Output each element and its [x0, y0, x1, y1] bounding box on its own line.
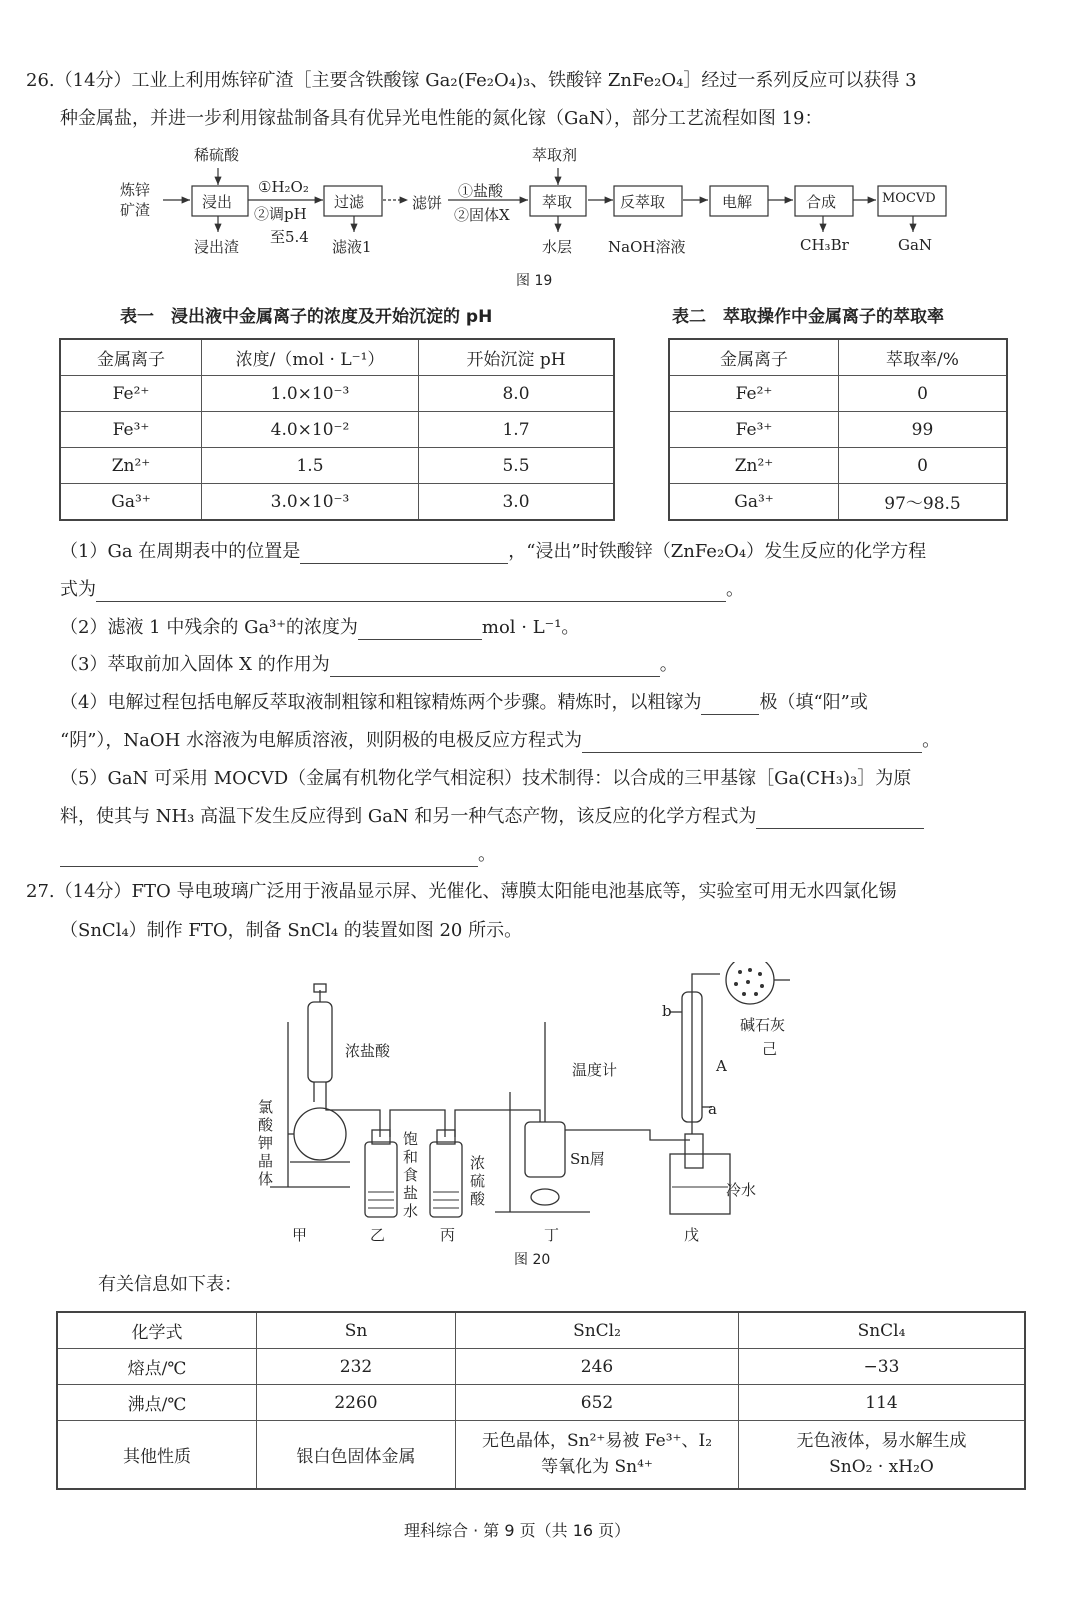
- t1-h2: 开始沉淀 pH: [419, 339, 615, 376]
- table-row: [60, 448, 614, 484]
- flow-residue: 浸出渣: [194, 238, 240, 256]
- t1-ph: 5.5: [419, 448, 615, 484]
- label-h2so4: 浓硫酸: [470, 1154, 486, 1208]
- flow-ch3br: CH₃Br: [800, 236, 849, 254]
- flow-step1c: 至5.4: [270, 228, 309, 246]
- t2-rate: 0: [839, 376, 1008, 412]
- q26-sub5-line: [60, 836, 1030, 874]
- table-row: [57, 1421, 1025, 1489]
- table-row: [669, 484, 1007, 521]
- t3-h3: SnCl₄: [739, 1312, 1026, 1349]
- flow-mocvd: MOCVD: [882, 191, 936, 206]
- answer-blank[interactable]: [330, 654, 660, 677]
- table1-header: [60, 339, 614, 376]
- label-bing: 丙: [440, 1226, 456, 1244]
- t1-ion: Ga³⁺: [60, 484, 202, 521]
- table-row: [669, 376, 1007, 412]
- t3-cell: 熔点/℃: [57, 1349, 257, 1385]
- q26-sub2: [60, 609, 1030, 647]
- flow-start: 炼锌矿渣: [120, 181, 151, 219]
- t3-cell: 沸点/℃: [57, 1385, 257, 1421]
- flow-acid: 稀硫酸: [194, 146, 240, 164]
- flow-electrolysis: 电解: [722, 193, 753, 211]
- period: 。: [922, 730, 941, 751]
- page-footer: 理科综合 · 第 9 页（共 16 页）: [404, 1521, 631, 1540]
- t3-cell: 2260: [257, 1385, 456, 1421]
- label-hcl: 浓盐酸: [345, 1042, 391, 1060]
- table3: [56, 1311, 1026, 1490]
- label-soda-lime: 碱石灰: [740, 1016, 786, 1034]
- info-intro: 有关信息如下表：: [98, 1274, 242, 1295]
- t3-cell: 无色液体，易水解生成 SnO₂ · xH₂O: [739, 1421, 1026, 1489]
- label-A: A: [716, 1057, 727, 1075]
- t3-cell: 246: [456, 1349, 739, 1385]
- t1-conc: 4.0×10⁻²: [202, 412, 419, 448]
- t1-conc: 3.0×10⁻³: [202, 484, 419, 521]
- sub1-text-a: （1）Ga 在周期表中的位置是: [60, 541, 301, 562]
- sub5-text-b: 料，使其与 NH₃ 高温下发生反应得到 GaN 和另一种气态产物，该反应的化学方程式为: [60, 806, 757, 827]
- t1-ion: Fe³⁺: [60, 412, 202, 448]
- q27-line1: 27.（14分）FTO 导电玻璃广泛用于液晶显示屏、光催化、薄膜太阳能电池基底等，实验室可用无水四氯化锡: [26, 881, 897, 902]
- flow-extract: 萃取: [542, 193, 573, 211]
- apparatus-drawing: [250, 962, 830, 1252]
- sub2-text-a: （2）滤液 1 中残余的 Ga³⁺的浓度为: [60, 617, 358, 638]
- q26-sub1-cont: [60, 571, 1030, 609]
- flow-extractant: 萃取剂: [532, 146, 578, 164]
- table-row: [60, 412, 614, 448]
- t3-h1: Sn: [257, 1312, 456, 1349]
- t1-conc: 1.5: [202, 448, 419, 484]
- table-row: [57, 1349, 1025, 1385]
- sub1-text-c: 式为: [60, 579, 96, 600]
- table1: [59, 338, 615, 521]
- answer-blank[interactable]: [60, 844, 478, 867]
- flow-step1b: ②调pH: [254, 205, 307, 223]
- label-brine: 饱和食盐水: [403, 1130, 419, 1220]
- q26-sub4-cont: [60, 722, 1030, 760]
- label-yi: 乙: [370, 1226, 386, 1244]
- t3-cell: 其他性质: [57, 1421, 257, 1489]
- period: 。: [659, 654, 678, 675]
- flow-aqueous: 水层: [542, 238, 573, 256]
- label-b: b: [662, 1002, 672, 1020]
- t2-rate: 97～98.5: [839, 484, 1008, 521]
- flow-cake: 滤饼: [412, 194, 443, 212]
- t3-cell: 652: [456, 1385, 739, 1421]
- table-row: [669, 448, 1007, 484]
- sub4-text-c: “阴”），NaOH 水溶液为电解质溶液，则阴极的电极反应方程式为: [60, 730, 583, 751]
- t3-h2: SnCl₂: [456, 1312, 739, 1349]
- q27-line2: （SnCl₄）制作 FTO，制备 SnCl₄ 的装置如图 20 所示。: [60, 920, 523, 941]
- q26-sub3: [60, 646, 1030, 684]
- q26-line2: 种金属盐，并进一步利用镓盐制备具有优异光电性能的氮化镓（GaN），部分工艺流程如图 19：: [60, 108, 823, 129]
- t1-ph: 3.0: [419, 484, 615, 521]
- q26-sub5-cont: [60, 798, 1030, 836]
- flow-leach: 浸出: [202, 193, 233, 211]
- label-kclo3: 氯酸钾晶体: [258, 1098, 274, 1188]
- answer-blank[interactable]: [96, 579, 726, 602]
- q26-sub1: [60, 533, 1030, 571]
- t2-rate: 99: [839, 412, 1008, 448]
- label-a: a: [708, 1100, 717, 1118]
- t3-cell: 银白色固体金属: [257, 1421, 456, 1489]
- flow-step1a: ①H₂O₂: [258, 178, 309, 196]
- t1-ion: Fe²⁺: [60, 376, 202, 412]
- t2-ion: Fe²⁺: [669, 376, 839, 412]
- flow-step2a: ①盐酸: [458, 182, 504, 200]
- apparatus-diagram: [250, 962, 830, 1252]
- answer-blank[interactable]: [701, 692, 759, 715]
- t1-h1: 浓度/（mol · L⁻¹）: [202, 339, 419, 376]
- t2-rate: 0: [839, 448, 1008, 484]
- answer-blank[interactable]: [358, 617, 482, 640]
- sub4-text-b: 极（填“阳”或: [759, 692, 868, 713]
- label-ji: 己: [762, 1040, 778, 1058]
- label-cold-water: 冷水: [726, 1181, 757, 1199]
- flow-gan: GaN: [898, 236, 933, 254]
- period: 。: [478, 844, 496, 865]
- sub4-text-a: （4）电解过程包括电解反萃取液制粗镓和粗镓精炼两个步骤。精炼时，以粗镓为: [60, 692, 702, 713]
- flow-synthesis: 合成: [806, 193, 837, 211]
- table2: [668, 338, 1008, 521]
- flow-filter: 过滤: [334, 193, 365, 211]
- t3-cell: 114: [739, 1385, 1026, 1421]
- table-row: [60, 376, 614, 412]
- q26-line1: 26.（14分）工业上利用炼锌矿渣［主要含铁酸镓 Ga₂(Fe₂O₄)₃、铁酸锌 ZnFe₂O₄］经过一系列反应可以获得 3: [26, 70, 917, 91]
- sub1-text-b: ，“浸出”时铁酸锌（ZnFe₂O₄）发生反应的化学方程: [508, 541, 927, 562]
- t1-ph: 8.0: [419, 376, 615, 412]
- t1-h0: 金属离子: [60, 339, 202, 376]
- t3-h0: 化学式: [57, 1312, 257, 1349]
- t2-ion: Ga³⁺: [669, 484, 839, 521]
- answer-blank[interactable]: [300, 541, 508, 564]
- answer-blank[interactable]: [582, 730, 922, 753]
- fig19-label: 图 19: [516, 273, 553, 289]
- table1-caption: 表一 浸出液中金属离子的浓度及开始沉淀的 pH: [120, 307, 493, 327]
- flow-back-extract: 反萃取: [620, 193, 666, 211]
- label-jia: 甲: [292, 1226, 308, 1244]
- label-thermometer: 温度计: [572, 1061, 618, 1079]
- q26-sub5: （5）GaN 可采用 MOCVD（金属有机物化学气相淀积）技术制得：以合成的三甲基镓［Ga(CH₃)₃］为原: [60, 768, 912, 789]
- t3-cell: 232: [257, 1349, 456, 1385]
- table-row: [60, 484, 614, 521]
- period: 。: [726, 579, 744, 600]
- t2-ion: Zn²⁺: [669, 448, 839, 484]
- t1-ion: Zn²⁺: [60, 448, 202, 484]
- t1-conc: 1.0×10⁻³: [202, 376, 419, 412]
- table2-header: [669, 339, 1007, 376]
- t3-cell: 无色晶体，Sn²⁺易被 Fe³⁺、I₂ 等氧化为 Sn⁴⁺: [456, 1421, 739, 1489]
- table3-header: [57, 1312, 1025, 1349]
- flow-step2b: ②固体X: [454, 206, 510, 224]
- flow-naoh: NaOH溶液: [608, 238, 686, 256]
- flow-filtrate1: 滤液1: [332, 238, 372, 256]
- sub3-text: （3）萃取前加入固体 X 的作用为: [60, 654, 330, 675]
- t3-cell: −33: [739, 1349, 1026, 1385]
- flow-diagram: [118, 140, 968, 280]
- t1-ph: 1.7: [419, 412, 615, 448]
- q26-sub4: [60, 684, 1030, 722]
- table2-caption: 表二 萃取操作中金属离子的萃取率: [672, 307, 944, 327]
- label-wu: 戊: [684, 1226, 700, 1244]
- label-ding: 丁: [544, 1226, 560, 1244]
- sub2-text-b: mol · L⁻¹。: [481, 617, 580, 638]
- table-row: [669, 412, 1007, 448]
- answer-blank[interactable]: [756, 806, 924, 829]
- table-row: [57, 1385, 1025, 1421]
- fig20-label: 图 20: [514, 1252, 551, 1268]
- t2-h0: 金属离子: [669, 339, 839, 376]
- t2-ion: Fe³⁺: [669, 412, 839, 448]
- t2-h1: 萃取率/%: [839, 339, 1008, 376]
- label-sn: Sn屑: [570, 1150, 605, 1168]
